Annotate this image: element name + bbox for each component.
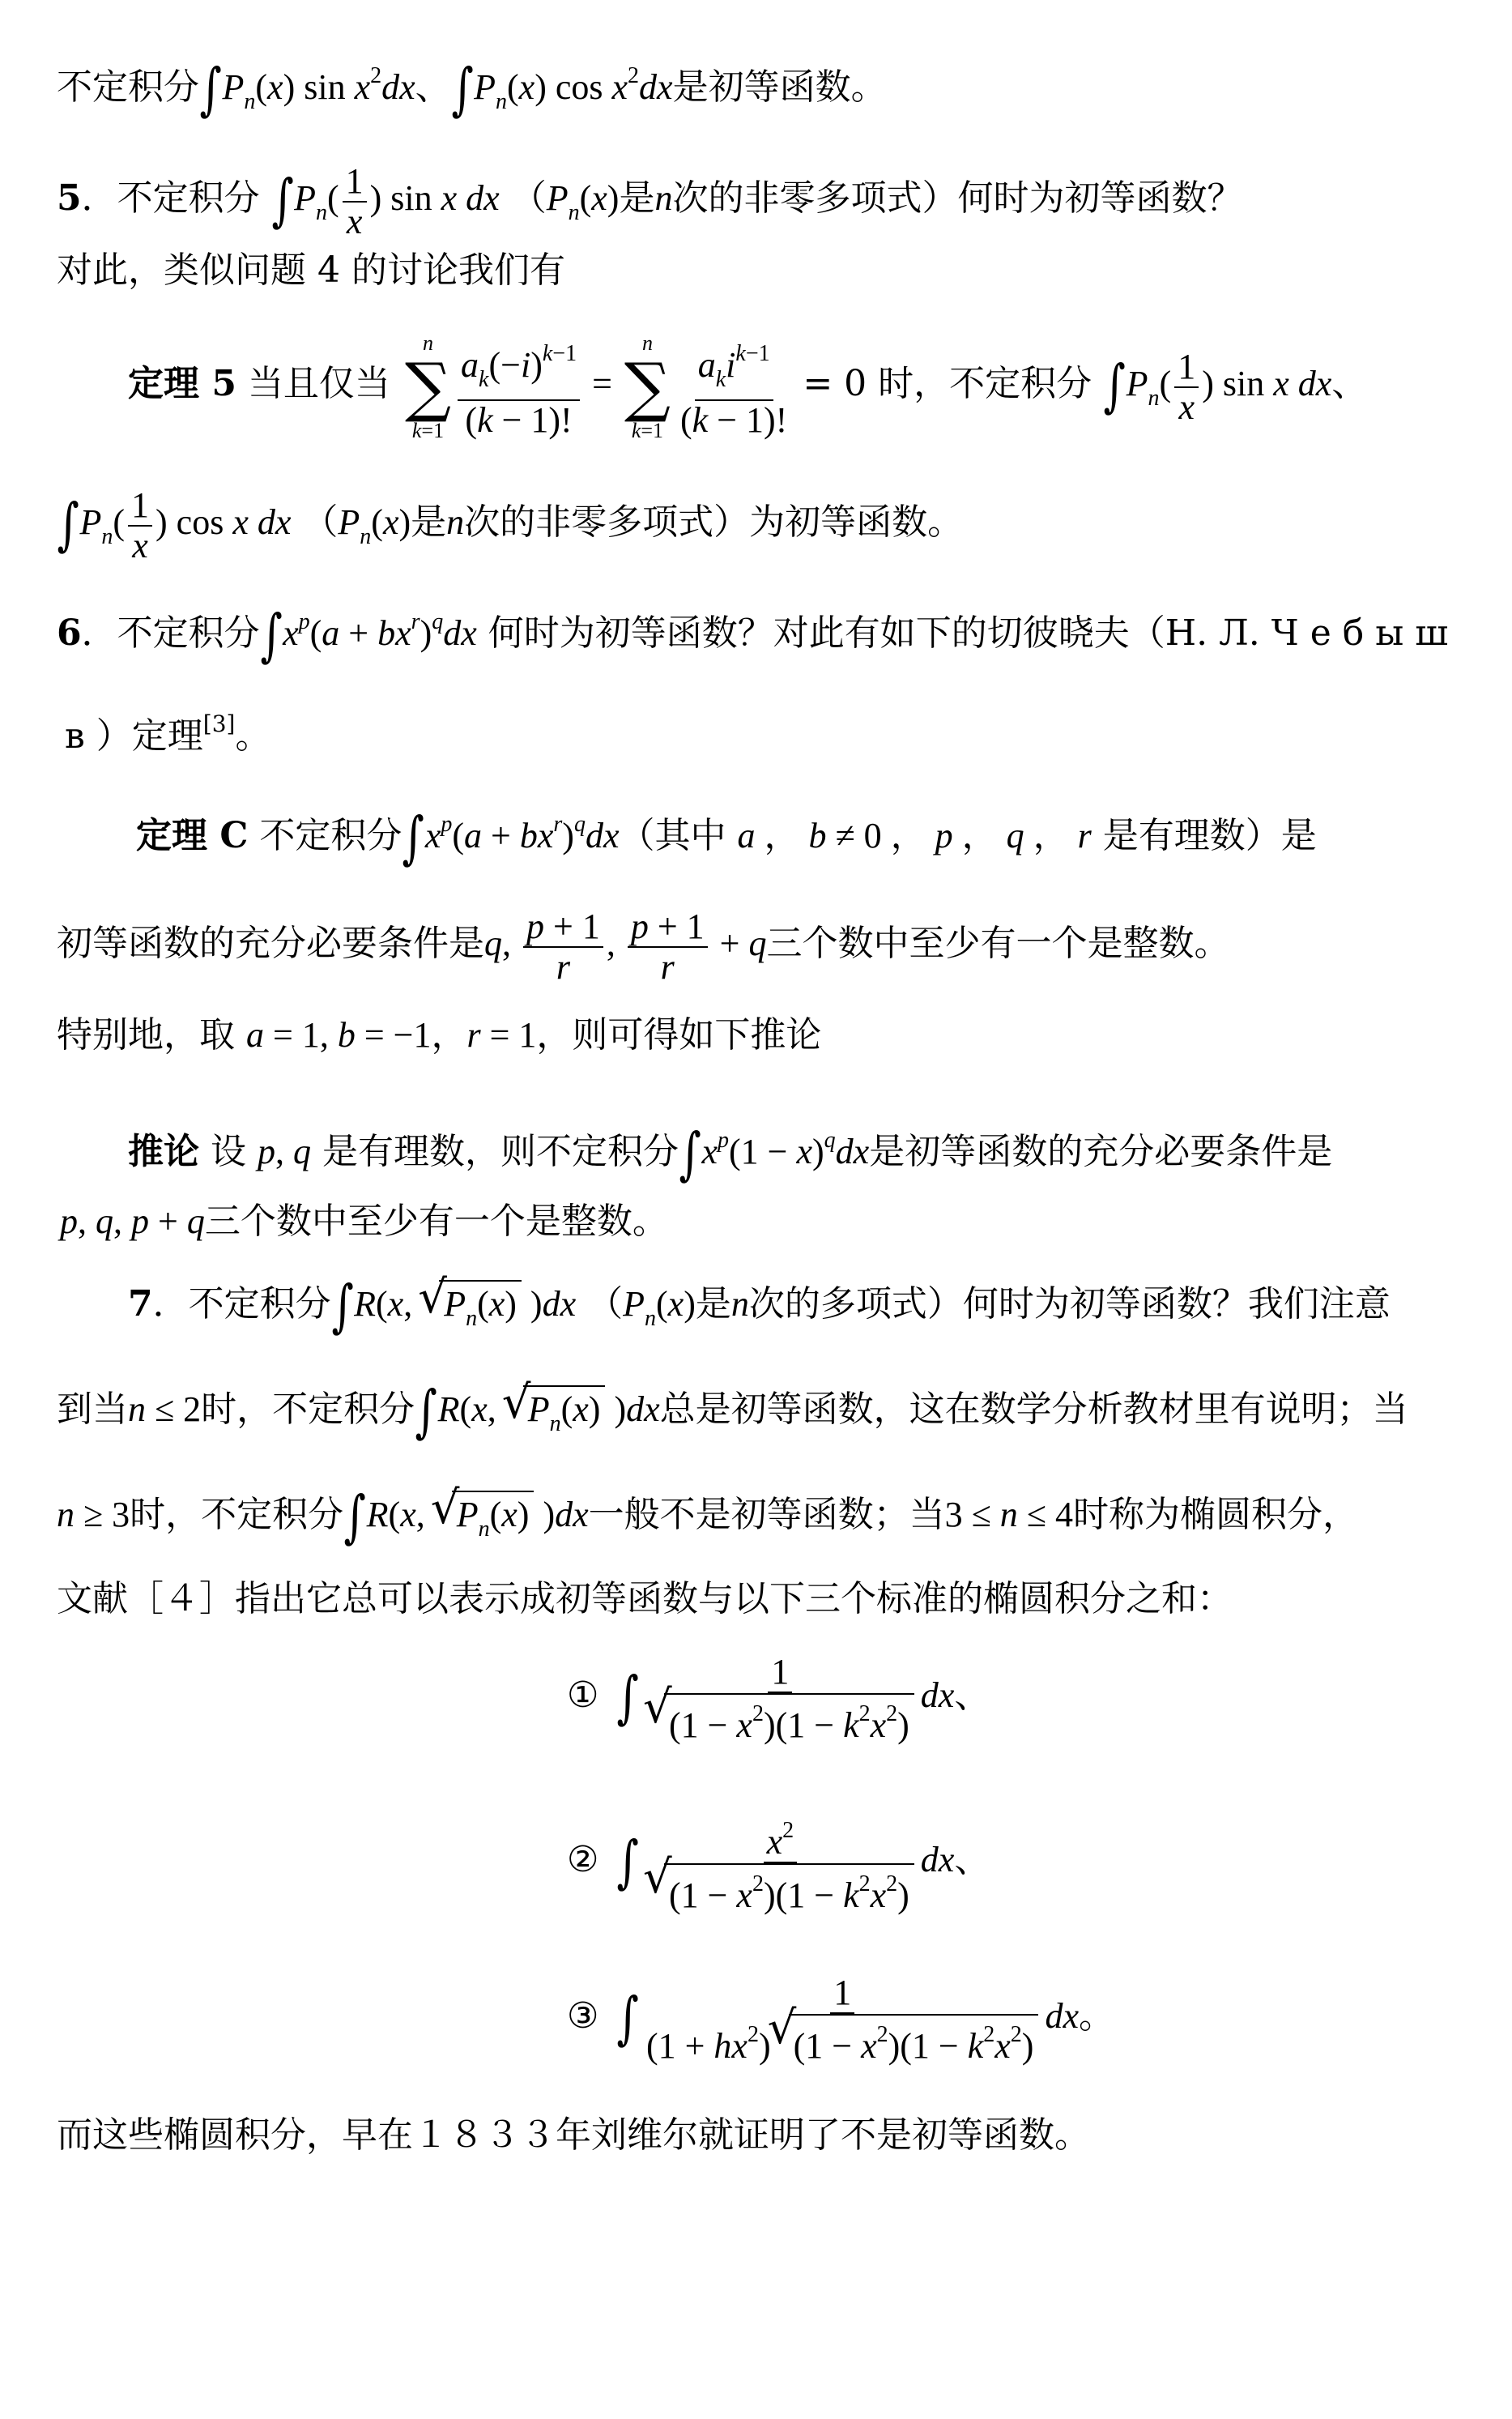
final-line: 而这些椭圆积分，早在１８３３年刘维尔就证明了不是初等函数。: [57, 2114, 1090, 2156]
corollary-label: 推论: [128, 1131, 199, 1172]
var-n: n: [730, 1284, 749, 1324]
elliptic-integral-2: [567, 1811, 990, 1915]
special-text: 特别地，取: [57, 1014, 235, 1056]
separator: 、: [415, 66, 451, 108]
question-6-cont: [65, 702, 270, 759]
question-7-line3: [57, 1483, 1358, 1552]
marker-1: ①: [567, 1675, 599, 1717]
paren-end: 次的非零多项式）为初等函数。: [464, 501, 964, 544]
formula-pn-sin: $\int P_n(x)$ $\sin x^2dx$: [199, 56, 415, 122]
paren-text: 是: [619, 177, 655, 220]
text-elementary: 是初等函数。: [672, 66, 887, 108]
theorem-text: 初等函数的充分必要条件是: [57, 923, 484, 965]
formula-beta: $\int x^p(1 - x)^qdx$: [679, 1120, 870, 1187]
text-tail: 一般不是初等函数；当: [588, 1494, 945, 1535]
formula-e3: ∫ $\frac{1}{(1 + hx^2)√ (1 - x^2)(1 - k^2x^2)}$ dx: [616, 1996, 1079, 2036]
special-case: [57, 1013, 821, 1058]
var-n: n: [654, 178, 673, 219]
formula-rsqrt: ∫R(x, √ $P_n(x)$ )dx: [415, 1389, 659, 1429]
question-text: ．不定积分: [81, 612, 260, 654]
theorem-ref-text: в ）定理: [65, 715, 203, 757]
question-tail: 何时为初等函数？对此有如下的切彼晓夫（Н. Л. Ч е б ы ш: [488, 612, 1449, 654]
formula-chebyshev: $\int x^p(a + bx^r)^qdx$: [402, 804, 620, 871]
citation-3: [3]: [202, 710, 236, 737]
theorem-sep: 、: [1331, 363, 1368, 405]
theorem-5: [128, 332, 1367, 442]
formula-n-le-2: n ≤ 2: [128, 1389, 202, 1429]
question-number: 6: [57, 612, 82, 654]
reference-line: 文献［４］指出它总可以表示成初等函数与以下三个标准的椭圆积分之和：: [57, 1578, 1233, 1619]
sep: 。: [1078, 1995, 1114, 2037]
theorem-c: [136, 802, 1317, 871]
formula-pnx: $P_n(x)$: [623, 1284, 696, 1331]
formula-pnx: $P_n(x)$: [338, 502, 411, 550]
paren-open: （: [510, 177, 547, 220]
text-end: 时称为椭圆积分，: [1072, 1494, 1358, 1535]
question-number: 7: [128, 1283, 153, 1325]
corollary-mid: 是有理数，则不定积分: [322, 1131, 679, 1172]
formula-e2: ∫ $x^2$ √ $(1 - x^2)(1 - k^2x^2)$ dx: [616, 1840, 954, 1879]
theorem-eq-text: = 0 时，不定积分: [803, 363, 1092, 405]
paren-open: （: [302, 501, 339, 544]
theorem-label: 定理 5: [128, 363, 236, 405]
elliptic-integral-1: [567, 1653, 990, 1745]
formula-values: a = 1, b = −1，r = 1: [246, 1015, 537, 1055]
theorem-5-cont: [57, 486, 963, 565]
question-tail: 次的多项式）何时为初等函数？我们注意: [748, 1283, 1391, 1325]
formula-pnx: $P_n(x)$: [546, 178, 620, 226]
corollary-cont: [60, 1199, 668, 1244]
sep: 、: [954, 1839, 990, 1881]
text-tail: 总是初等函数，这在数学分析教材里有说明；当: [659, 1389, 1408, 1430]
question-6: [57, 599, 1449, 668]
paren-text: 是: [411, 501, 447, 544]
question-5: [57, 162, 1242, 241]
formula-rsqrt: ∫R(x, √ $P_n(x)$ )dx: [343, 1495, 588, 1534]
question-7: [128, 1273, 1391, 1342]
theorem-label: 定理 C: [136, 815, 249, 856]
elliptic-integral-3: [567, 1973, 1114, 2066]
q5-followup: 对此，类似问题 4 的讨论我们有: [57, 250, 565, 291]
text-mid: 时，不定积分: [201, 1389, 415, 1430]
paren-open: （: [587, 1283, 624, 1325]
paren-text: 是: [695, 1283, 731, 1325]
theorem-tail: 三个数中至少有一个是整数。: [766, 923, 1230, 965]
formula-rsqrt: ∫R(x, √ $P_n(x)$ )dx: [331, 1284, 576, 1324]
formula-th5-cos: $\int P_n$( $\frac{1}{x}$ ) cos x dx: [57, 485, 292, 565]
sep: 、: [954, 1675, 990, 1717]
formula-th5-sin: $\int P_n$( $\frac{1}{x}$ ) sin x dx: [1103, 347, 1332, 427]
text-indefinite-integral: 不定积分: [57, 66, 199, 108]
text-mid: 时，不定积分: [130, 1494, 344, 1535]
line-integrals-elementary: [57, 53, 887, 125]
theorem-text: 当且仅当: [247, 363, 390, 405]
question-7-line2: [57, 1378, 1408, 1447]
theorem-cond-text: 是有理数）是: [1102, 815, 1317, 856]
formula-n-range: 3 ≤ n ≤ 4: [944, 1495, 1073, 1534]
period: 。: [235, 715, 271, 757]
theorem-paren: （其中: [619, 815, 726, 856]
corollary-tail: 三个数中至少有一个是整数。: [204, 1201, 668, 1242]
marker-3: ③: [567, 1995, 599, 2037]
formula-pq: p, q: [258, 1132, 311, 1171]
corollary-text: 设: [211, 1131, 246, 1172]
formula-n-ge-3: n ≥ 3: [57, 1495, 130, 1534]
formula-sum-condition: n ∑ k=1 $\frac{a_k(-i)^{k-1}}{(k - 1)!}$ = n ∑ k=1 $\frac{a_ki^{k-1}}{(k - 1)!}$: [404, 331, 788, 442]
marker-2: ②: [567, 1839, 599, 1881]
corollary-tail: 是初等函数的充分必要条件是: [869, 1131, 1333, 1172]
text-when: 到当: [57, 1389, 128, 1430]
formula-pq-sum: p, q, p + q: [60, 1201, 205, 1241]
theorem-c-cont: [57, 907, 1229, 987]
question-text: ．不定积分: [81, 177, 260, 220]
question-number: 5: [57, 177, 82, 220]
formula-three-numbers: q, $\frac{p + 1}{r}$ , $\frac{p + 1}{r}$ + q: [484, 907, 767, 987]
formula-pn-cos: $\int P_n(x)$ $\cos x^2dx$: [451, 56, 673, 122]
var-n: n: [446, 502, 465, 543]
formula-chebyshev: $\int x^p(a + bx^r)^qdx$: [260, 602, 477, 668]
theorem-text: 不定积分: [259, 815, 402, 856]
paren-end: 次的非零多项式）何时为初等函数？: [672, 177, 1243, 220]
formula-q5: $\int P_n$( $\frac{1}{x}$ ) sin x dx: [271, 161, 500, 241]
special-tail: ，则可得如下推论: [536, 1014, 822, 1056]
formula-e1: ∫ 1 √ $(1 - x^2)(1 - k^2x^2)$ dx: [616, 1675, 954, 1715]
question-text: ．不定积分: [152, 1283, 331, 1325]
formula-conditions: a ， b ≠ 0 ， p ， q ， r: [737, 816, 1092, 855]
corollary: [128, 1118, 1333, 1187]
